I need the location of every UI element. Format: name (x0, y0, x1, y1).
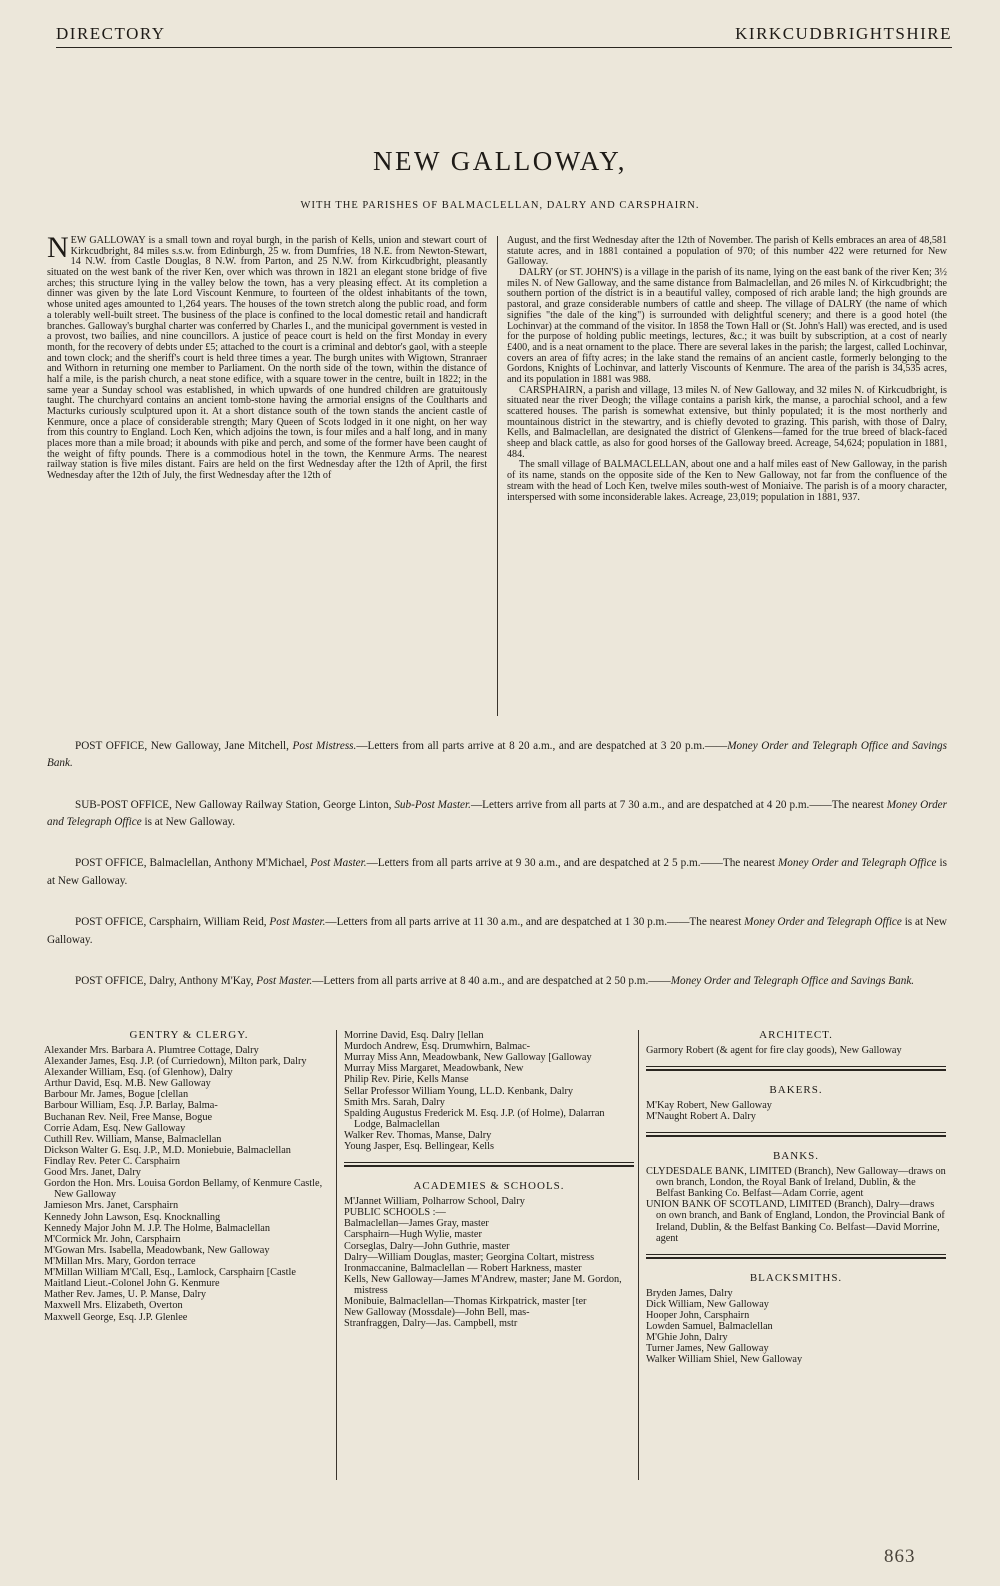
notice-text: —Letters from all parts arrive at 11 30 a.m., and are despatched at 1 30 p.m.——The nearest (325, 916, 745, 929)
directory-column-3 (646, 1030, 946, 1365)
directory-entry: Murray Miss Ann, Meadowbank, New Galloway [Galloway (344, 1052, 592, 1064)
intro-right-column (507, 236, 947, 716)
directory-entry: Morrine David, Esq. Dalry [lellan (344, 1030, 484, 1041)
notice-role: Post Master. (256, 974, 313, 987)
post-office-notices (47, 738, 947, 1014)
directory-entry: M'Millan Mrs. Mary, Gordon terrace (44, 1255, 196, 1267)
gentry-list-continued (344, 1030, 634, 1152)
notice-tail: is at New Galloway. (47, 857, 948, 887)
directory-entry: Alexander James, Esq. J.P. (of Curriedown), Milton park, Dalry (44, 1055, 307, 1067)
section-divider (344, 1162, 634, 1167)
post-office-notice (47, 914, 947, 949)
directory-entry: Walker Rev. Thomas, Manse, Dalry (344, 1129, 492, 1141)
directory-entry: Maxwell George, Esq. J.P. Glenlee (44, 1311, 188, 1323)
section-divider (646, 1254, 946, 1259)
notice-text: —Letters from all parts arrive at 8 20 a.m., and are despatched at 3 20 p.m.—— (356, 740, 728, 752)
directory-entry: M'Millan William M'Call, Esq., Lamlock, Carsphairn [Castle (44, 1267, 296, 1279)
notice-text: —Letters arrive from all parts at 7 30 a.m., and are despatched at 4 20 p.m.——The nearest (470, 798, 887, 811)
directory-entry: Corseglas, Dalry—John Guthrie, master (344, 1240, 510, 1252)
directory-entry: Corrie Adam, Esq. New Galloway (44, 1122, 186, 1134)
directory-entry: Bryden James, Dalry (646, 1287, 733, 1299)
section-heading-gentry: GENTRY & CLERGY. (129, 1029, 249, 1041)
notice-lead: POST OFFICE, Carsphairn, William Reid, (75, 916, 270, 929)
directory-entry: Maitland Lieut.-Colonel John G. Kenmure (44, 1278, 220, 1290)
directory-entry: Lowden Samuel, Balmaclellan (646, 1320, 773, 1332)
directory-entry: Barbour William, Esq. J.P. Barlay, Balma- (44, 1100, 218, 1112)
directory-entry: Stranfraggen, Dalry—Jas. Campbell, mstr (344, 1318, 518, 1330)
blacksmiths-list (646, 1288, 946, 1366)
directory-entry: Balmaclellan—James Gray, master (344, 1218, 489, 1230)
directory-entry: Smith Mrs. Sarah, Dalry (344, 1096, 445, 1108)
notice-text: —Letters from all parts arrive at 8 40 a.m., and are despatched at 2 50 p.m.—— (312, 974, 671, 987)
architect-list (646, 1045, 946, 1056)
section-divider (646, 1132, 946, 1137)
directory-entry: Sellar Professor William Young, LL.D. Kenbank, Dalry (344, 1085, 574, 1097)
directory-entry: M'Cormick Mr. John, Carsphairn (44, 1233, 181, 1245)
page-subtitle: WITH THE PARISHES OF BALMACLELLAN, DALRY AND CARSPHAIRN. (300, 200, 700, 211)
notice-italic: Money Order and Telegraph Office (777, 857, 937, 870)
directory-entry: PUBLIC SCHOOLS :— (344, 1207, 446, 1219)
intro-paragraph (47, 236, 487, 482)
directory-entry: Carsphairn—Hugh Wylie, master (344, 1229, 482, 1241)
directory-entry: Spalding Augustus Frederick M. Esq. J.P. (of Holme), Dalarran Lodge, Balmaclellan (344, 1107, 605, 1130)
intro-paragraph-balmaclellan: The small village of BALMACLELLAN, about one and a half miles east of New Galloway, in the parish of its name, stands on the opposite side of the Ken to New Galloway, not far from the confluence of the stream with the head of Loch Ken, twelve miles south-west of Moniaive. The parish is of a moory character, interspersed with some inconsiderable lakes. Acreage, 23,019; population in 1881, 937. (507, 459, 947, 503)
directory-entry: Gordon the Hon. Mrs. Louisa Gordon Bellamy, of Kenmure Castle, New Galloway (44, 1178, 323, 1201)
column-rule (336, 1030, 337, 1480)
directory-entry: Dickson Walter G. Esq. J.P., M.D. Moniebuie, Balmaclellan (44, 1144, 291, 1156)
running-head-right: KIRKCUDBRIGHTSHIRE (735, 24, 952, 43)
notice-lead: POST OFFICE, Dalry, Anthony M'Kay, (75, 974, 257, 987)
page-title: NEW GALLOWAY, (373, 146, 627, 176)
directory-entry: Kells, New Galloway—James M'Andrew, master; Jane M. Gordon, mistress (344, 1273, 622, 1296)
post-office-notice (47, 973, 947, 990)
directory-entry: Mather Rev. James, U. P. Manse, Dalry (44, 1289, 207, 1301)
notice-role: Post Mistress. (292, 740, 357, 752)
directory-entry: Cuthill Rev. William, Manse, Balmaclellan (44, 1133, 222, 1145)
directory-entry: Dick William, New Galloway (646, 1298, 769, 1310)
directory-entry: Philip Rev. Pirie, Kells Manse (344, 1074, 469, 1086)
directory-entry: M'Jannet William, Polharrow School, Dalry (344, 1196, 525, 1208)
section-heading-bakers: BAKERS. (769, 1083, 823, 1096)
intro-left-column (47, 236, 487, 716)
post-office-notice (47, 738, 947, 773)
notice-italic: Money Order and Telegraph Office (744, 916, 902, 929)
directory-entry: Dalry—William Douglas, master; Georgina Coltart, mistress (344, 1251, 595, 1263)
notice-role: Post Master. (269, 916, 326, 929)
directory-column-1 (44, 1030, 334, 1323)
notice-tail: is at New Galloway. (141, 816, 236, 829)
section-heading-academies: ACADEMIES & SCHOOLS. (413, 1180, 565, 1193)
section-heading-architect: ARCHITECT. (759, 1029, 833, 1041)
directory-entry: Findlay Rev. Peter C. Carsphairn (44, 1155, 181, 1167)
column-rule (638, 1030, 639, 1480)
section-heading-banks: BANKS. (772, 1150, 820, 1163)
directory-entry: Jamieson Mrs. Janet, Carsphairn (44, 1200, 179, 1212)
directory-entry: Good Mrs. Janet, Dalry (44, 1167, 141, 1179)
notice-italic: Money Order and Telegraph Office and Savings Bank. (670, 974, 915, 987)
notice-tail: is at New Galloway. (47, 916, 947, 946)
drop-cap: N (47, 236, 69, 264)
directory-entry: Walker William Shiel, New Galloway (646, 1354, 803, 1366)
notice-lead: POST OFFICE, New Galloway, Jane Mitchell, (75, 740, 293, 752)
directory-entry: Arthur David, Esq. M.B. New Galloway (44, 1078, 211, 1090)
directory-entry: Barbour Mr. James, Bogue [clellan (44, 1089, 189, 1101)
directory-entry: Alexander William, Esq. (of Glenhow), Dalry (44, 1067, 233, 1079)
directory-entry: M'Ghie John, Dalry (646, 1332, 728, 1344)
directory-entry: UNION BANK OF SCOTLAND, LIMITED (Branch), Dalry—draws on own branch, and Bank of England, London, the Provincial Bank of Ireland, Dublin, & the Belfast Banking Co. Belfast—David Morrine, agent (646, 1199, 945, 1244)
notice-text: —Letters from all parts arrive at 9 30 a.m., and are despatched at 2 5 p.m.——The nearest (366, 857, 778, 870)
notice-lead: POST OFFICE, Balmaclellan, Anthony M'Michael, (75, 857, 311, 870)
notice-italic: Money Order and Telegraph Office (47, 798, 948, 829)
trade-directory (44, 1030, 949, 1480)
intro-left-text: EW GALLOWAY is a small town and royal burgh, in the parish of Kells, union and stewart court of Kirkcudbright, 84 miles s.s.w. from Edinburgh, 25 w. from Dumfries, 18 N.E. from Newton-Stewart, 14 N.W. from Castle Douglas, 8 N.W. from Parton, and 25 N.W. from Kirkcudbright, pleasantly situated on the west bank of the river Ken, over which was thrown in 1821 an elegant stone bridge of five arches; this structure lying in the valley below the town, has a very pleasing effect. At its completion a dinner was given by the late Lord Viscount Kenmure, to fourteen of the oldest inhabitants of the town, whose united ages amounted to 1,264 years. The houses of the town stretch along the public road, and form a tolerably well-built street. The business of the place is confined to the local domestic retail and handicraft branches. Galloway's burghal charter was conferred by Charles I., and the municipal government is vested in a provost, two bailies, and nine councillors. A justice of peace court is held on the first Monday in every month, for the recovery of debts under £5; attached to the court is a criminal and debtor's gaol, with a steeple and town clock; and the sheriff's court is held three times a year. The burgh unites with Wigtown, Stranraer and Withorn in returning one member to Parliament. On the north side of the town, within the distance of half a mile, is the parish church, a neat stone edifice, with a square tower in the centre, built in 1822; in the same year a Sunday school was established, in which upwards of one hundred children are gratuitously taught. The churchyard contains an ancient tomb-stone having the armorial ensigns of the Coultharts and Macturks curiously sculptured upon it. At a short distance south of the town stands the ancient castle of Kenmure, once a place of considerable strength; Mary Queen of Scots lodged in it one night, on her way from this country to England. Loch Ken, which adjoins the town, is four miles and a half long, and in many places more than a mile broad; it abounds with pike and perch, and some of the former have been caught of the weight of fifty pounds. There is a commodious hotel in the town, the Kenmure Arms. The nearest railway station is five miles distant. Fairs are held on the first Wednesday after the 12th of April, the first Wednesday after the 12th of July, the first Wednesday after the 12th of (47, 236, 487, 482)
directory-column-2 (344, 1030, 634, 1329)
directory-entry: Monibuie, Balmaclellan—Thomas Kirkpatrick, master [ter (344, 1296, 587, 1308)
directory-entry: CLYDESDALE BANK, LIMITED (Branch), New Galloway—draws on own branch, London, the Royal Bank of Ireland, Dublin, & the Belfast Banking Co. Belfast—Adam Corrie, agent (646, 1165, 946, 1200)
directory-entry: Maxwell Mrs. Elizabeth, Overton (44, 1300, 183, 1312)
directory-entry: M'Gowan Mrs. Isabella, Meadowbank, New Galloway (44, 1244, 270, 1256)
directory-entry: Garmory Robert (& agent for fire clay goods), New Galloway (646, 1044, 902, 1056)
directory-entry: Turner James, New Galloway (646, 1343, 769, 1355)
directory-entry: Young Jasper, Esq. Bellingear, Kells (344, 1141, 494, 1153)
notice-role: Sub-Post Master. (394, 798, 471, 811)
page-number: 863 (884, 1546, 916, 1567)
bakers-list (646, 1100, 946, 1122)
directory-entry: Hooper John, Carsphairn (646, 1309, 750, 1321)
notice-lead: SUB-POST OFFICE, New Galloway Railway Station, George Linton, (75, 798, 395, 811)
banks-list (646, 1166, 946, 1244)
directory-entry: Alexander Mrs. Barbara A. Plumtree Cottage, Dalry (44, 1044, 259, 1056)
post-office-notice (47, 855, 947, 890)
section-divider (646, 1066, 946, 1071)
directory-entry: New Galloway (Mossdale)—John Bell, mas- (344, 1307, 530, 1319)
directory-entry: Buchanan Rev. Neil, Free Manse, Bogue (44, 1111, 213, 1123)
post-office-notice (47, 797, 947, 832)
notice-italic: Money Order and Telegraph Office and Savings Bank. (47, 740, 948, 770)
intro-paragraph: August, and the first Wednesday after the 12th of November. The parish of Kells embraces an area of 48,581 statute acres, and in 1881 contained a population of 970; of this number 422 were returned for New Galloway. (507, 236, 947, 268)
directory-entry: Murray Miss Margaret, Meadowbank, New (344, 1063, 524, 1075)
section-heading-blacksmiths: BLACKSMITHS. (749, 1271, 843, 1284)
directory-entry: Murdoch Andrew, Esq. Drumwhirn, Balmac- (344, 1041, 531, 1053)
directory-entry: M'Kay Robert, New Galloway (646, 1099, 772, 1111)
directory-entry: M'Naught Robert A. Dalry (646, 1110, 756, 1122)
directory-entry: Kennedy John Lawson, Esq. Knocknalling (44, 1211, 221, 1223)
directory-entry: Kennedy Major John M. J.P. The Holme, Balmaclellan (44, 1222, 271, 1234)
directory-entry: Ironmaccanine, Balmaclellan — Robert Harkness, master (344, 1262, 582, 1274)
gentry-list (44, 1045, 334, 1323)
running-head (56, 24, 952, 48)
column-rule (497, 236, 498, 716)
intro-paragraph-dalry: DALRY (or ST. JOHN'S) is a village in the parish of its name, lying on the east bank of the river Ken; 3½ miles N. of New Galloway, and the same distance from Balmaclellan, and 26 miles N. of Kirkcudbright; the southern portion of the district is in a beautiful valley, composed of rich arable land; the high grounds are pastoral, and graze considerable numbers of cattle and sheep. The village of DALRY (the name of which signifies "the dale of the king") is surrounded with delightful scenery; and there is a good hotel (the Lochinvar) at the command of the visitor. In 1858 the Town Hall or (St. John's Hall) was erected, and is used for the purpose of holding public meetings, lectures, &c.; it was built by subscription, at a cost of nearly £400, and is a neat ornament to the place. There are several lakes in the parish; the largest, called Lochinvar, covers an area of fifty acres; in the lake stand the remains of an ancient castle, formerly belonging to the Gordons, Knights of Lochinvar, and latterly Viscounts of Kenmure. The area of the parish is 34,535 acres, and its population in 1881 was 988. (507, 267, 947, 385)
running-head-left: DIRECTORY (56, 24, 166, 43)
academies-list (344, 1196, 634, 1329)
notice-role: Post Master. (310, 857, 367, 870)
intro-paragraph-carsphairn: CARSPHAIRN, a parish and village, 13 miles N. of New Galloway, and 32 miles N. of Kirkcudbright, is situated near the river Deogh; the village contains a parish kirk, the manse, a parochial school, and a few scattered houses. The parish is somewhat extensive, but thinly populated; it is the most northerly and mountainous district in the stewartry, and is chiefly devoted to grazing. This parish, with those of Dalry, Kells, and Balmaclellan, are designated the district of Glenkens—famed for the true breed of black-faced sheep and black cattle, as also for good horses of the Galloway breed. Acreage, 54,624; population in 1881, 484. (507, 384, 947, 460)
